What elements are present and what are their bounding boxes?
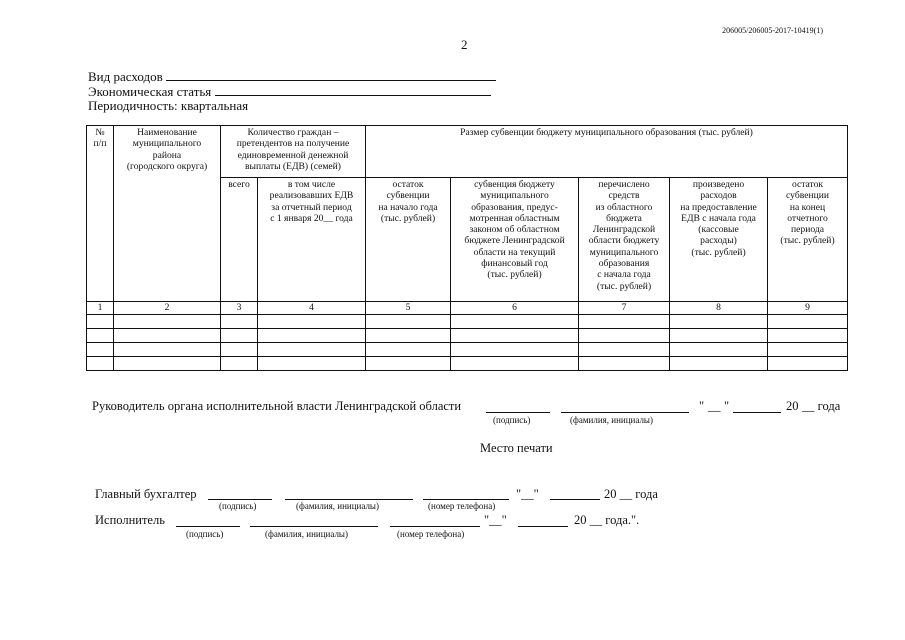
column-number: 4 [258, 302, 366, 315]
column-number: 2 [114, 302, 221, 315]
accountant-phone-line [423, 499, 509, 500]
head-name-line [561, 412, 689, 413]
head-signature-line [486, 412, 550, 413]
column-number: 9 [768, 302, 848, 315]
header-expenses: произведено расходов на предоставление ЕДВ с начала года (кассовые расходы) (тыс. рублей) [670, 178, 768, 302]
header-subsidy-law: субвенция бюджету муниципального образования, предус- мотренная областным законом об областном бюджете Ленинградской области на текущий финансовый год (тыс. рублей) [451, 178, 579, 302]
head-date-quote-open: " [699, 399, 705, 413]
executor-name-line [250, 526, 378, 527]
accountant-year: 20 __ года [604, 487, 658, 501]
accountant-month-line [550, 499, 600, 500]
head-name-caption: (фамилия, инициалы) [570, 415, 653, 425]
head-year: 20 [786, 399, 799, 413]
executor-year: 20 __ года.". [574, 513, 640, 527]
document-id: 206005/206005-2017-10419(1) [722, 26, 823, 35]
executor-title: Исполнитель [95, 513, 165, 527]
column-number: 5 [366, 302, 451, 315]
column-number: 3 [221, 302, 258, 315]
accountant-date-day: "__" [516, 487, 539, 501]
stamp-place: Место печати [480, 441, 553, 455]
executor-phone-caption: (номер телефона) [397, 529, 465, 539]
header-realized-edv: в том числе реализовавших ЕДВ за отчетный период с 1 января 20__ года [258, 178, 366, 302]
header-subsidy-size: Размер субвенции бюджету муниципального образования (тыс. рублей) [366, 126, 848, 178]
table-row [87, 315, 848, 329]
head-year-suffix: __ года [802, 399, 841, 413]
accountant-signature-caption: (подпись) [219, 501, 257, 511]
column-number: 7 [579, 302, 670, 315]
header-row-number: № п/п [87, 126, 114, 302]
report-table [86, 125, 848, 371]
expense-type-label: Вид расходов [88, 69, 163, 84]
head-title: Руководитель органа исполнительной власти Ленинградской области [92, 399, 462, 413]
accountant-signature-line [208, 499, 272, 500]
table-row [87, 329, 848, 343]
table-row [87, 357, 848, 371]
accountant-name-caption: (фамилия, инициалы) [296, 501, 379, 511]
executor-signature-caption: (подпись) [186, 529, 224, 539]
column-number: 8 [670, 302, 768, 315]
header-citizens-count: Количество граждан – претендентов на получение единовременной денежной выплаты (ЕДВ) (семей) [221, 126, 366, 178]
executor-signature-line [176, 526, 240, 527]
header-transferred: перечислено средств из областного бюджета Ленинградской области бюджету муниципального образования с начала года (тыс. рублей) [579, 178, 670, 302]
economic-article-label: Экономическая статья [88, 84, 212, 99]
head-date-quote-close: " [724, 399, 730, 413]
column-number: 6 [451, 302, 579, 315]
header-balance-start: остаток субвенции на начало года (тыс. рублей) [366, 178, 451, 302]
header-total: всего [221, 178, 258, 302]
executor-name-caption: (фамилия, инициалы) [265, 529, 348, 539]
periodicity-line: Периодичность: квартальная [88, 98, 249, 113]
expense-type-blank [166, 68, 496, 81]
column-number: 1 [87, 302, 114, 315]
executor-date-day: "__" [484, 513, 507, 527]
head-date-day: __ [708, 399, 721, 413]
accountant-phone-caption: (номер телефона) [428, 501, 496, 511]
executor-phone-line [390, 526, 480, 527]
accountant-name-line [285, 499, 413, 500]
header-municipality-name: Наименование муниципального района (городского округа) [114, 126, 221, 302]
accountant-title: Главный бухгалтер [95, 487, 197, 501]
head-signature-caption: (подпись) [493, 415, 531, 425]
executor-month-line [518, 526, 568, 527]
column-numbers-row [87, 302, 848, 315]
table-row [87, 343, 848, 357]
page-number: 2 [461, 37, 468, 52]
economic-article-blank [215, 83, 491, 96]
head-month-line [733, 412, 781, 413]
header-balance-end: остаток субвенции на конец отчетного периода (тыс. рублей) [768, 178, 848, 302]
